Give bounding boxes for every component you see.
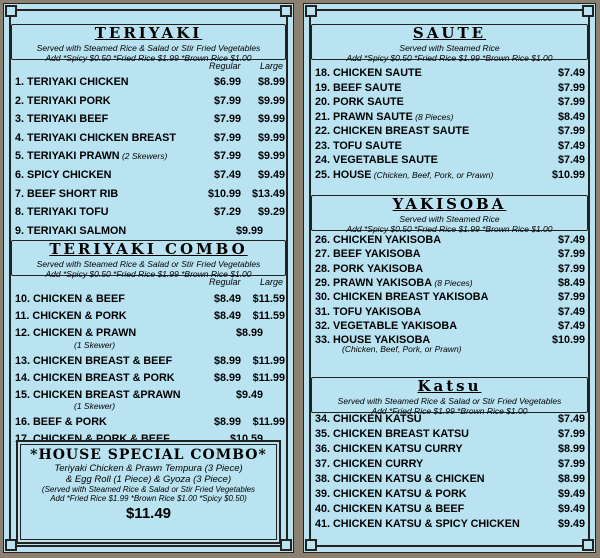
price-large: $9.99 <box>257 94 285 107</box>
katsu-header <box>311 377 588 416</box>
menu-item <box>15 224 285 238</box>
menu-item-name: 17. CHICKEN & PORK & BEEF <box>15 433 170 446</box>
corner-ornament <box>5 5 17 17</box>
price: $7.49 <box>557 67 585 79</box>
menu-panel-right <box>303 3 596 553</box>
menu-item-name: 27. BEEF YAKISOBA <box>315 248 421 261</box>
menu-item <box>15 326 285 340</box>
menu-item-name: 36. CHICKEN KATSU CURRY <box>315 443 463 455</box>
menu-item <box>15 205 285 219</box>
corner-ornament <box>305 5 317 17</box>
menu-item-name: 19. BEEF SAUTE <box>315 81 402 94</box>
price: $7.49 <box>557 319 585 332</box>
menu-item <box>15 371 285 385</box>
menu-item-subnote: (Chicken, Beef, Pork, or Prawn) <box>342 344 462 355</box>
menu-item-name: 30. CHICKEN BREAST YAKISOBA <box>315 291 489 304</box>
menu-item <box>315 319 587 333</box>
price-large: $11.99 <box>252 354 285 367</box>
section-note: Add *Fried Rice $1.99 *Brown Rice $1.00 <box>371 406 528 416</box>
menu-item-name: 37. CHICKEN CURRY <box>315 458 424 470</box>
menu-item-name: 41. CHICKEN KATSU & SPICY CHICKEN <box>315 518 520 530</box>
saute-header <box>311 24 588 63</box>
section-note: Add *Spicy $0.50 *Fried Rice $1.99 *Brown Rice $1.00 <box>346 53 553 63</box>
menu-item-note: (Chicken, Beef, Pork, or Prawn) <box>371 169 494 180</box>
price: $7.49 <box>557 234 585 246</box>
yakisoba-header <box>311 195 588 234</box>
section-note: Served with Steamed Rice & Salad or Stir Fried Vegetables <box>36 259 261 269</box>
price-regular: $8.99 <box>213 354 241 367</box>
price-regular: $9.49 <box>235 389 263 401</box>
price: $7.49 <box>557 154 585 166</box>
corner-ornament <box>280 539 292 551</box>
menu-item-name: 13. CHICKEN BREAST & BEEF <box>15 354 173 367</box>
section-note: Served with Steamed Rice & Salad or Stir Fried Vegetables <box>337 396 562 406</box>
house-special-note: (Served with Steamed Rice & Salad or Stir Fried Vegetables <box>41 485 256 494</box>
price-large: $9.99 <box>257 131 285 144</box>
price: $7.49 <box>557 139 585 152</box>
menu-item <box>15 131 285 145</box>
menu-item-name: 4. TERIYAKI CHICKEN BREAST <box>15 131 176 144</box>
menu-item <box>315 442 587 456</box>
menu-item-name: 23. TOFU SAUTE <box>315 139 402 152</box>
house-special-description: & Egg Roll (1 Piece) & Gyoza (3 Piece) <box>65 474 232 485</box>
menu-item <box>315 110 587 124</box>
menu-item-name: 2. TERIYAKI PORK <box>15 94 111 107</box>
menu-item <box>315 502 587 516</box>
menu-panel-left <box>3 3 294 553</box>
price-large: $9.99 <box>257 113 285 126</box>
price-large: $11.59 <box>252 310 285 323</box>
price-large: $8.99 <box>257 76 285 88</box>
price-large: $9.49 <box>257 169 285 181</box>
price: $9.49 <box>557 518 585 530</box>
menu-item <box>15 94 285 108</box>
price: $7.49 <box>557 305 585 318</box>
menu-item <box>315 276 587 290</box>
menu-item <box>315 124 587 138</box>
menu-item-name: 3. TERIYAKI BEEF <box>15 113 109 126</box>
section-note: Add *Spicy $0.50 *Fried Rice $1.99 *Brown Rice $1.00 <box>45 53 252 63</box>
menu-item-name: 5. TERIYAKI PRAWN (2 Skewers) <box>15 150 168 163</box>
menu-item-name: 15. CHICKEN BREAST &PRAWN <box>15 389 181 401</box>
section-title: Katsu <box>413 378 485 394</box>
menu-item <box>315 95 587 109</box>
menu-item-name: 14. CHICKEN BREAST & PORK <box>15 371 175 384</box>
corner-ornament <box>305 539 317 551</box>
menu-item <box>315 412 587 426</box>
section-title: YAKISOBA <box>389 196 511 212</box>
section-note: Served with Steamed Rice & Salad or Stir Fried Vegetables <box>36 43 261 53</box>
section-note: Add *Spicy $0.50 *Fried Rice $1.99 *Brown Rice $1.00 <box>346 224 553 234</box>
menu-item-name: 9. TERIYAKI SALMON <box>15 224 127 237</box>
price: $7.99 <box>557 262 585 275</box>
menu-item-name: 28. PORK YAKISOBA <box>315 262 424 275</box>
price-large: $9.29 <box>257 206 285 219</box>
price-large: $9.99 <box>257 150 285 163</box>
menu-item-note: (2 Skewers) <box>119 151 168 162</box>
price: $9.49 <box>557 488 585 500</box>
menu-item <box>15 168 285 182</box>
menu-item-name: 32. VEGETABLE YAKISOBA <box>315 319 457 332</box>
section-note: Served with Steamed Rice <box>399 43 500 53</box>
menu-item <box>315 262 587 276</box>
menu-item-name: 34. CHICKEN KATSU <box>315 413 422 425</box>
menu-item-name: 8. TERIYAKI TOFU <box>15 206 109 219</box>
corner-ornament <box>280 5 292 17</box>
price-regular: $10.99 <box>207 187 241 200</box>
price: $8.49 <box>557 276 585 289</box>
menu-item-name: 18. CHICKEN SAUTE <box>315 67 422 79</box>
menu-item <box>315 305 587 319</box>
section-note: Add *Spicy $0.50 *Fried Rice $1.99 *Brown Rice $1.00 <box>45 269 252 279</box>
menu-item-name: 26. CHICKEN YAKISOBA <box>315 234 441 246</box>
price: $7.49 <box>557 413 585 425</box>
menu-item-subnote: (1 Skewer) <box>74 401 116 412</box>
column-header-large: Large <box>260 277 284 287</box>
corner-ornament <box>582 539 594 551</box>
price-regular: $8.99 <box>213 416 241 429</box>
price-regular: $8.99 <box>213 371 241 384</box>
menu-item <box>315 427 587 441</box>
house-special-note: Add *Fried Rice $1.99 *Brown Rice $1.00 *Spicy $0.50) <box>50 494 247 503</box>
price-regular: $7.99 <box>213 94 241 107</box>
column-header-regular: Regular <box>209 277 241 287</box>
menu-item-name: 21. PRAWN SAUTE (8 Pieces) <box>315 110 454 123</box>
price-regular: $7.99 <box>213 150 241 163</box>
price-regular: $7.29 <box>213 206 241 219</box>
menu-item-name: 33. HOUSE YAKISOBA <box>315 334 431 347</box>
price: $10.99 <box>551 334 585 347</box>
house-special-price: $11.49 <box>125 505 172 522</box>
menu-item <box>15 112 285 126</box>
price-regular: $10.59 <box>229 433 263 446</box>
price: $8.99 <box>557 473 585 485</box>
price-large: $11.59 <box>252 293 285 305</box>
menu-item <box>315 139 587 153</box>
menu-item-name: 11. CHICKEN & PORK <box>15 310 127 323</box>
menu-item <box>15 388 285 402</box>
menu-item <box>15 292 285 306</box>
menu-item-name: 10. CHICKEN & BEEF <box>15 293 125 305</box>
menu-item-name: 31. TOFU YAKISOBA <box>315 305 422 318</box>
section-note: Served with Steamed Rice <box>399 214 500 224</box>
house-special-title: *HOUSE SPECIAL COMBO* <box>30 447 267 463</box>
column-header-large: Large <box>260 61 284 71</box>
menu-item-name: 38. CHICKEN KATSU & CHICKEN <box>315 473 485 485</box>
teriyaki-header <box>11 24 286 63</box>
menu-item <box>315 66 587 80</box>
price: $7.99 <box>557 458 585 470</box>
menu-item-name: 1. TERIYAKI CHICKEN <box>15 76 129 88</box>
house-special-box <box>16 440 281 544</box>
price-regular: $8.49 <box>213 293 241 305</box>
price-regular: $7.49 <box>213 169 241 181</box>
menu-item-name: 16. BEEF & PORK <box>15 416 107 429</box>
price: $9.49 <box>557 503 585 515</box>
menu-item-name: 25. HOUSE (Chicken, Beef, Pork, or Prawn) <box>315 168 494 181</box>
price-regular: $6.99 <box>213 76 241 88</box>
price-regular: $7.99 <box>213 113 241 126</box>
menu-item-name: 35. CHICKEN BREAST KATSU <box>315 428 469 440</box>
price: $7.99 <box>557 96 585 108</box>
menu-item-subnote: (1 Skewer) <box>74 339 116 350</box>
menu-item <box>315 233 587 247</box>
menu-item <box>15 415 285 429</box>
menu-item-name: 40. CHICKEN KATSU & BEEF <box>315 503 465 515</box>
menu-item-name: 7. BEEF SHORT RIB <box>15 187 119 200</box>
corner-ornament <box>582 5 594 17</box>
section-title: SAUTE <box>409 25 490 41</box>
price-large: $11.99 <box>252 416 285 429</box>
menu-item <box>315 81 587 95</box>
section-title: TERIYAKI COMBO <box>45 241 251 257</box>
menu-item-name: 20. PORK SAUTE <box>315 96 404 108</box>
menu-item <box>15 309 285 323</box>
price-regular: $7.99 <box>213 131 241 144</box>
menu-item <box>315 153 587 167</box>
menu-item <box>15 354 285 368</box>
house-special-description: Teriyaki Chicken & Prawn Tempura (3 Piece) <box>54 463 243 474</box>
price-regular: $9.99 <box>235 224 263 237</box>
price-regular: $8.99 <box>235 327 263 340</box>
menu-item <box>315 457 587 471</box>
price: $8.99 <box>557 443 585 455</box>
menu-item <box>15 187 285 201</box>
menu-item <box>15 75 285 89</box>
menu-item-name: 24. VEGETABLE SAUTE <box>315 154 438 166</box>
price: $7.99 <box>557 248 585 261</box>
price-regular: $8.49 <box>213 310 241 323</box>
price: $7.99 <box>557 291 585 304</box>
price: $7.99 <box>557 81 585 94</box>
menu-item-note: (8 Pieces) <box>412 111 454 122</box>
price: $7.99 <box>557 428 585 440</box>
section-title: TERIYAKI <box>91 25 207 41</box>
menu-item-name: 29. PRAWN YAKISOBA (8 Pieces) <box>315 276 473 289</box>
price: $10.99 <box>551 168 585 181</box>
menu-item-name: 39. CHICKEN KATSU & PORK <box>315 488 467 500</box>
menu-item-name: 12. CHICKEN & PRAWN <box>15 327 137 340</box>
price-large: $13.49 <box>251 187 285 200</box>
price: $8.49 <box>557 110 585 123</box>
teriyaki-combo-header <box>11 240 286 279</box>
menu-item-name: 22. CHICKEN BREAST SAUTE <box>315 125 470 137</box>
price-large: $11.99 <box>252 371 285 384</box>
menu-item <box>315 487 587 501</box>
menu-item <box>315 517 587 531</box>
price: $7.99 <box>557 125 585 137</box>
column-header-regular: Regular <box>209 61 241 71</box>
menu-item-name: 6. SPICY CHICKEN <box>15 169 112 181</box>
menu-item <box>315 472 587 486</box>
menu-item-note: (8 Pieces) <box>432 277 473 288</box>
menu-item <box>315 247 587 261</box>
menu-item <box>315 290 587 304</box>
menu-item <box>15 149 285 163</box>
menu-item <box>315 168 587 182</box>
